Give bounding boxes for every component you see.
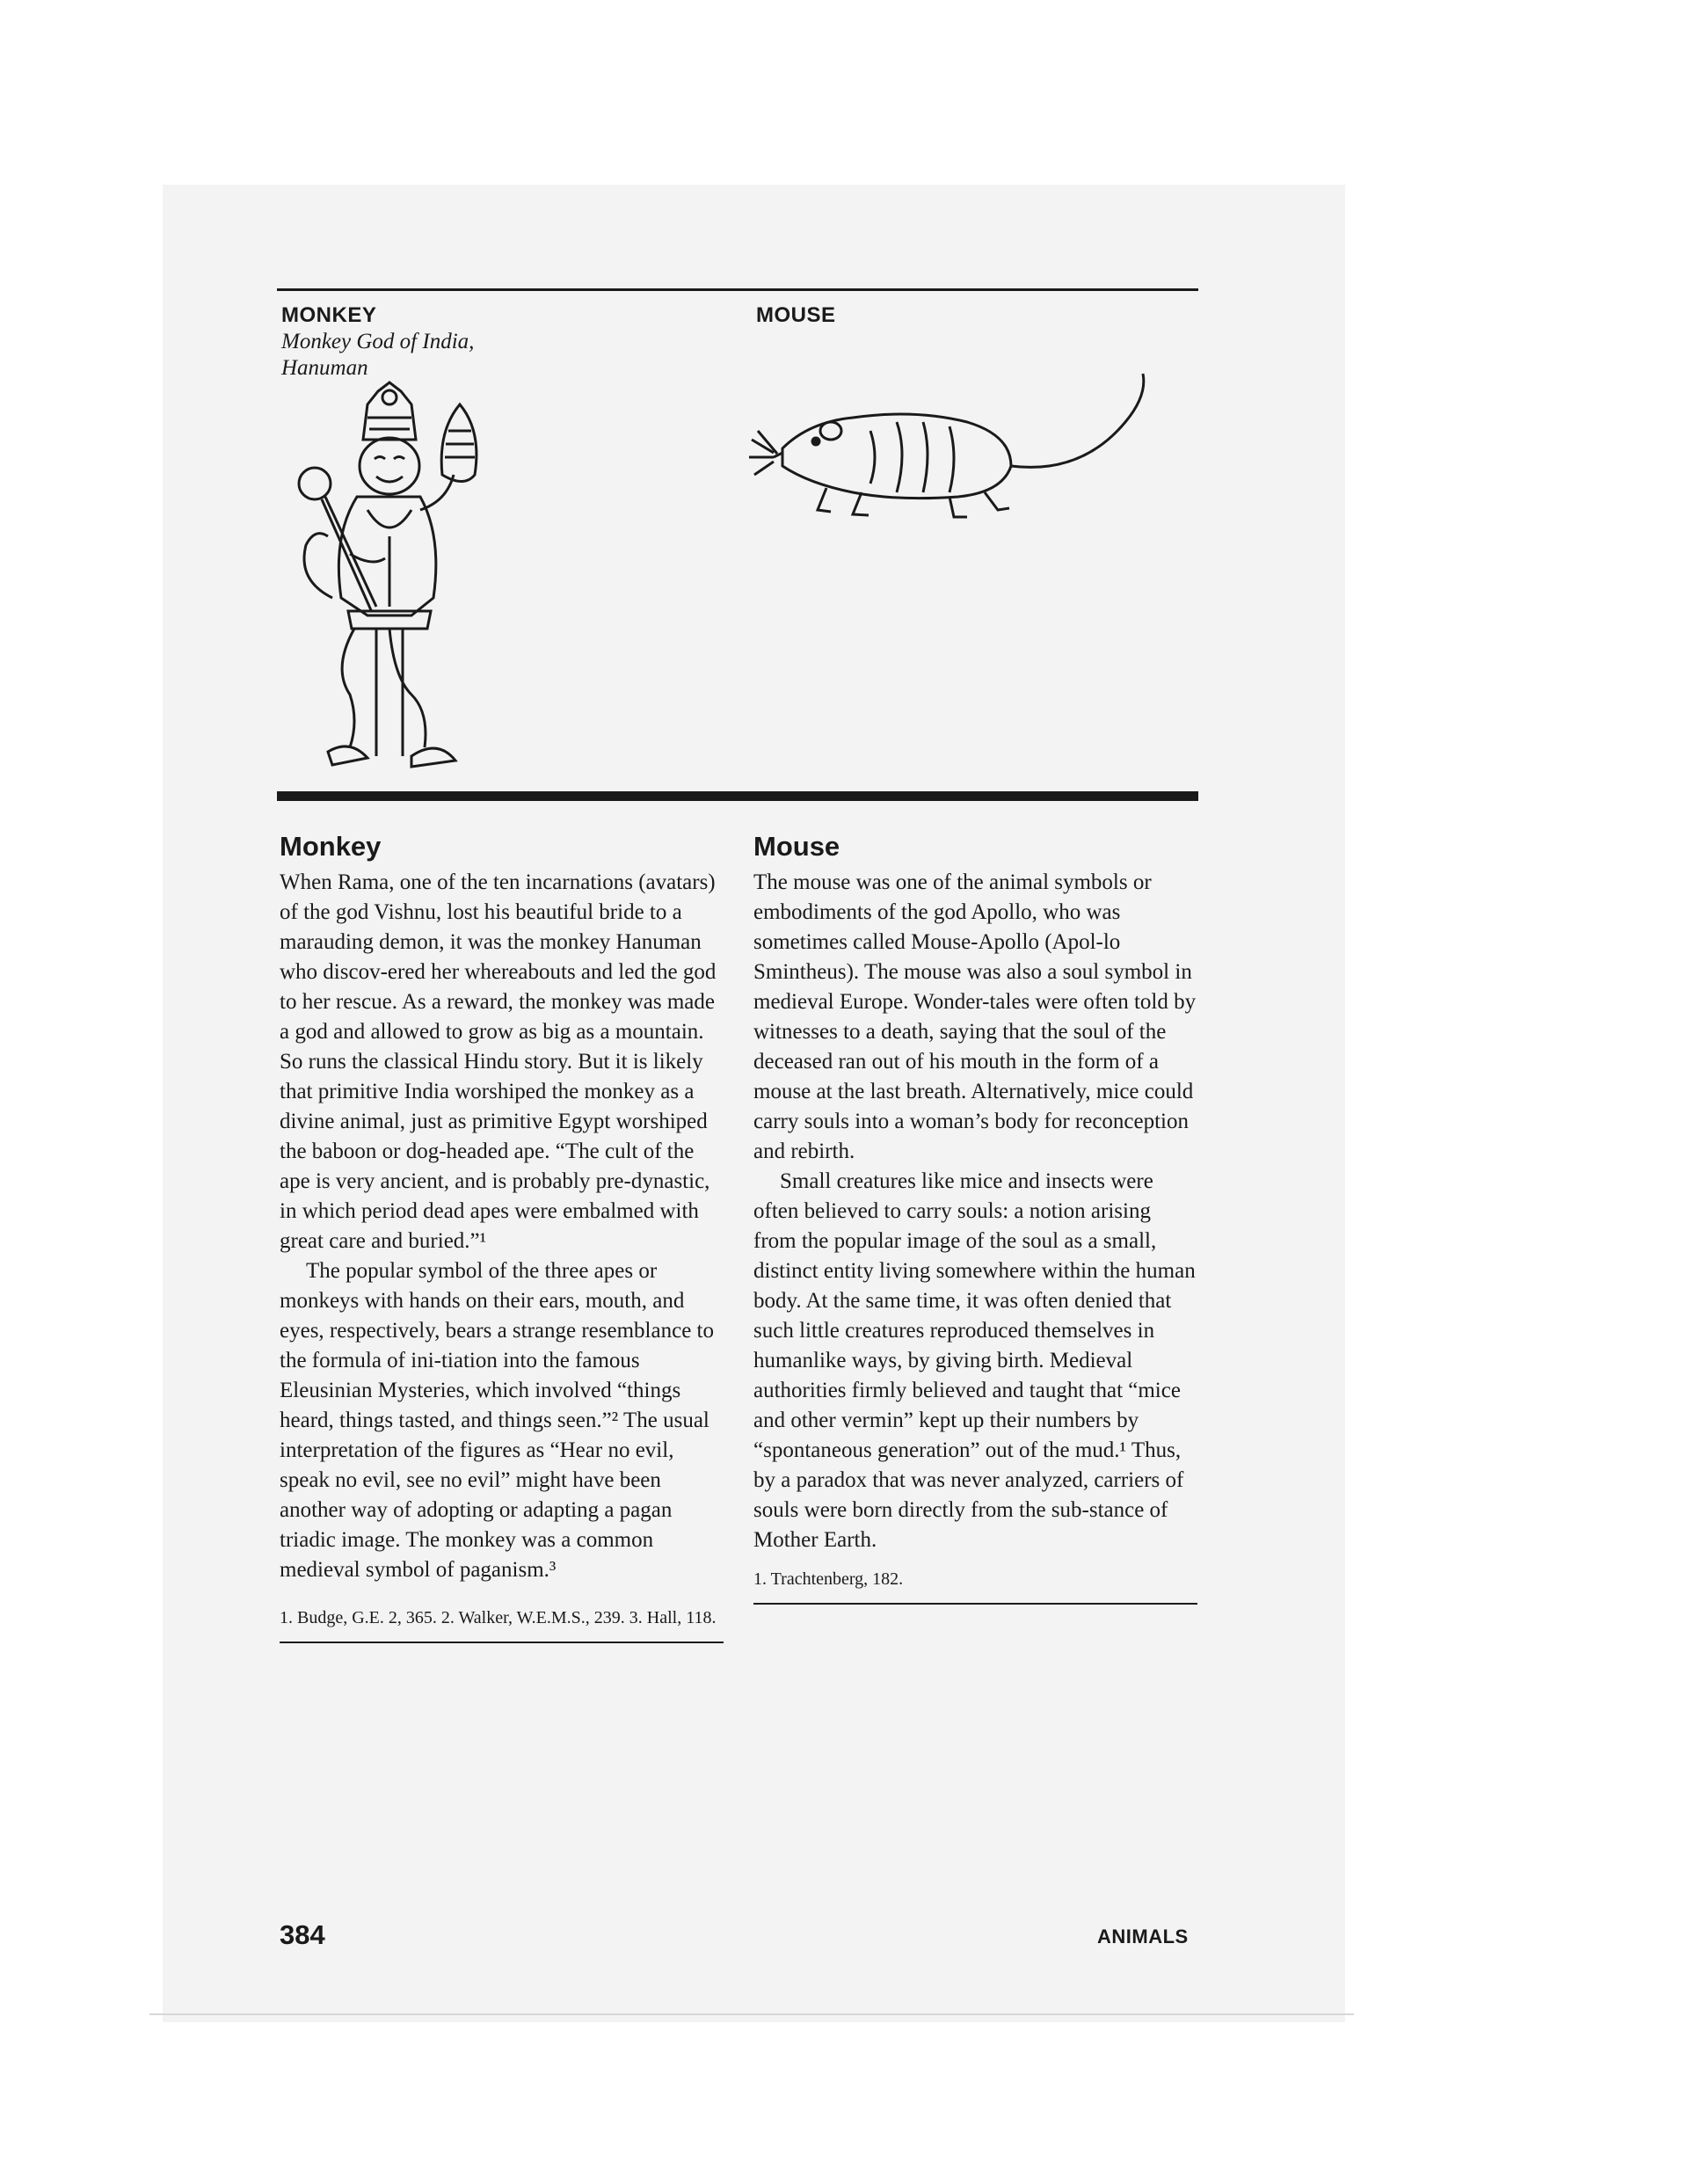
monkey-caption-label: MONKEY (281, 303, 377, 327)
mouse-caption-label: MOUSE (756, 303, 836, 327)
section-name: ANIMALS (1097, 1926, 1189, 1947)
monkey-paragraph-1: When Rama, one of the ten incarnations (avatars) of the god Vishnu, lost his beautiful bride to a marauding demon, it was the monkey Hanuman who discov-ered her whereabouts and led the god to her rescue. As a reward, the monkey was made a god and allowed to grow as big as a mountain. So runs the classical Hindu story. But it is likely that primitive India worshiped the monkey as a divine animal, just as primitive Egypt worshiped the baboon or dog-headed ape. “The cult of the ape is very ancient, and is probably pre-dynastic, in which period dead apes were embalmed with great care and buried.”¹ (280, 870, 717, 1253)
page-number: 384 (280, 1919, 325, 1950)
monkey-footnotes: 1. Budge, G.E. 2, 365. 2. Walker, W.E.M.S., 239. 3. Hall, 118. (280, 1606, 724, 1643)
mouse-illustration (747, 369, 1187, 545)
mouse-footnotes: 1. Trachtenberg, 182. (753, 1568, 1197, 1605)
mouse-heading: Mouse (753, 831, 840, 862)
mouse-paragraph-2: Small creatures like mice and insects were often believed to carry souls: a notion arising from the popular image of the soul as a small, distinct entity living somewhere within the human body. At the same time, it was often denied that such little creatures reproduced themselves in humanlike ways, by giving birth. Medieval authorities firmly believed and taught that “mice and other vermin” kept up their numbers by “spontaneous generation” out of the mud.¹ Thus, by a paradox that was never analyzed, carriers of souls were born directly from the sub-stance of Mother Earth. (753, 1169, 1196, 1552)
top-rule (277, 288, 1198, 291)
mouse-paragraph-1: The mouse was one of the animal symbols or embodiments of the god Apollo, who was sometimes called Mouse-Apollo (Apol-lo Smintheus). The mouse was also a soul symbol in medieval Europe. Wonder-tales were often told by witnesses to a death, saying that the soul of the deceased ran out of his mouth in the form of a mouse at the last breath. Alternatively, mice could carry souls into a woman’s body for reconception and rebirth. (753, 870, 1197, 1163)
mouse-article (753, 831, 1197, 1605)
monkey-caption-subtitle: Monkey God of India, Hanuman (281, 330, 475, 380)
monkey-heading: Monkey (280, 831, 382, 862)
hanuman-illustration (280, 378, 499, 783)
monkey-paragraph-2: The popular symbol of the three apes or monkeys with hands on their ears, mouth, and eyes, respectively, bears a strange resemblance to the formula of ini-tiation into the famous Eleusinian Mysteries, which involved “things heard, things tasted, and things seen.”² The usual interpretation of the figures as “Hear no evil, speak no evil, see no evil” might have been another way of adopting or adapting a pagan triadic image. The monkey was a common medieval symbol of paganism.³ (280, 1259, 714, 1582)
monkey-article (280, 831, 724, 1643)
section-divider (277, 791, 1198, 801)
